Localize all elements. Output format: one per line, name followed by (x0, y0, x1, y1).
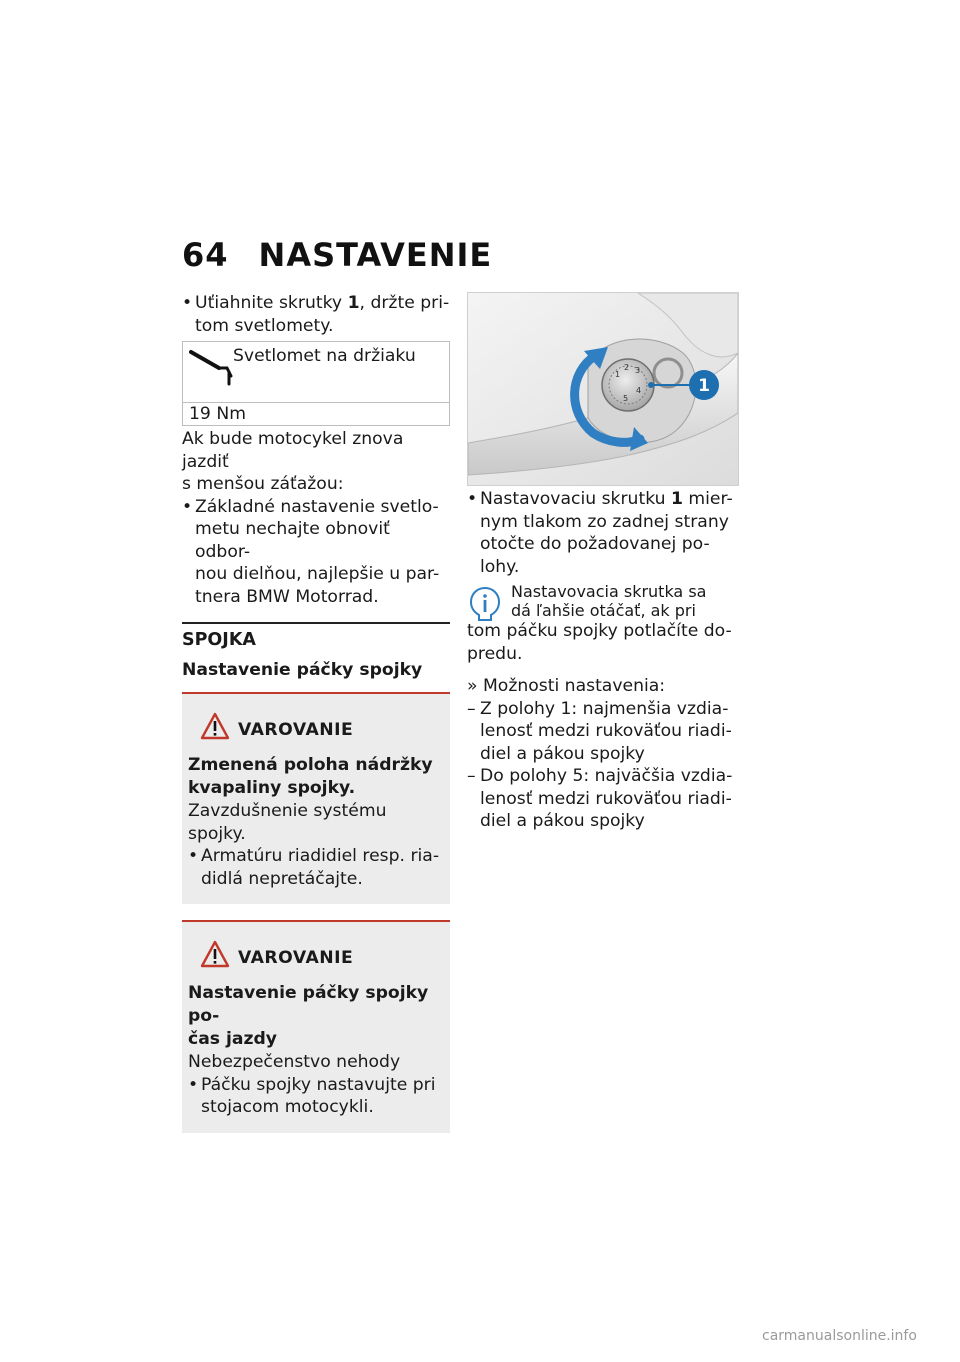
callout-number: 1 (698, 376, 710, 396)
clutch-lever-photo (467, 292, 739, 486)
info-note: Nastavovacia skrutka sa dá ľahšie otáčať, ak pri (467, 582, 739, 620)
warning-triangle-icon (200, 712, 230, 740)
dial-digit: 3 (635, 366, 641, 375)
torque-label: Svetlomet na držiaku (233, 346, 416, 366)
dial-digit: 4 (636, 386, 642, 395)
right-column (467, 292, 739, 833)
info-icon (469, 586, 501, 622)
dial-digit: 1 (615, 370, 621, 379)
subsection-title: Nastavenie páčky spojky (182, 660, 423, 680)
step-turn-screw: • Nastavovaciu skrutku 1 mier- nym tlakom zo zadnej strany otočte do požadovanej po- lohy. (467, 488, 739, 578)
warning-heading: Zmenená poloha nádržky kvapaliny spojky. (188, 755, 433, 798)
warning-instruction: • Páčku spojky nastavujte pri stojacom motocykli. (188, 1074, 444, 1119)
torque-spec-box (182, 341, 450, 426)
warning-triangle-icon (200, 940, 230, 968)
page-title: NASTAVENIE (258, 236, 493, 274)
option-position-1: – Z polohy 1: najmenšia vzdia- lenosť medzi rukoväťou riadi- diel a pákou spojky (467, 698, 732, 764)
watermark-footer: carmanualsonline.info (762, 1328, 917, 1344)
clutch-lever-illustration (468, 293, 738, 485)
step-basic-setting: • Základné nastavenie svetlo- metu nechajte obnoviť odbor- nou dielňou, najlepšie u par- tnera BMW Motorrad. (182, 496, 450, 609)
option-position-5: – Do polohy 5: najväčšia vzdia- lenosť medzi rukoväťou riadi- diel a pákou spojky (467, 766, 733, 831)
warning-text: Zavzdušnenie systému spojky. (188, 801, 387, 844)
paragraph-lower-load: Ak bude motocykel znova jazdiť s menšou záťažou: (182, 429, 404, 494)
dial-digit: 2 (624, 363, 630, 372)
warning-title: VAROVANIE (238, 720, 354, 740)
warning-title: VAROVANIE (238, 948, 354, 968)
callout-ref: 1 (670, 489, 683, 509)
dial-digit: 5 (623, 394, 629, 403)
warning-box-reservoir (182, 692, 450, 904)
section-title: SPOJKA (182, 630, 256, 650)
left-column (182, 292, 450, 1133)
warning-heading: Nastavenie páčky spojky po- čas jazdy (188, 983, 429, 1049)
section-divider (182, 622, 450, 624)
options-title: » Možnosti nastavenia: (467, 676, 666, 696)
torque-value: 19 Nm (189, 404, 246, 424)
step-tighten-screws: • Uťiahnite skrutky 1, držte pri- tom svetlomety. (182, 292, 450, 337)
warning-instruction: • Armatúru riadidiel resp. ria- didlá nepretáčajte. (188, 845, 444, 890)
info-continuation: tom páčku spojky potlačíte do- predu. (467, 621, 732, 664)
callout-ref: 1 (347, 293, 360, 313)
warning-text: Nebezpečenstvo nehody (188, 1052, 401, 1072)
page-number: 64 (182, 236, 229, 274)
page-header (182, 236, 492, 274)
warning-box-riding (182, 920, 450, 1133)
torque-wrench-icon (189, 346, 233, 386)
